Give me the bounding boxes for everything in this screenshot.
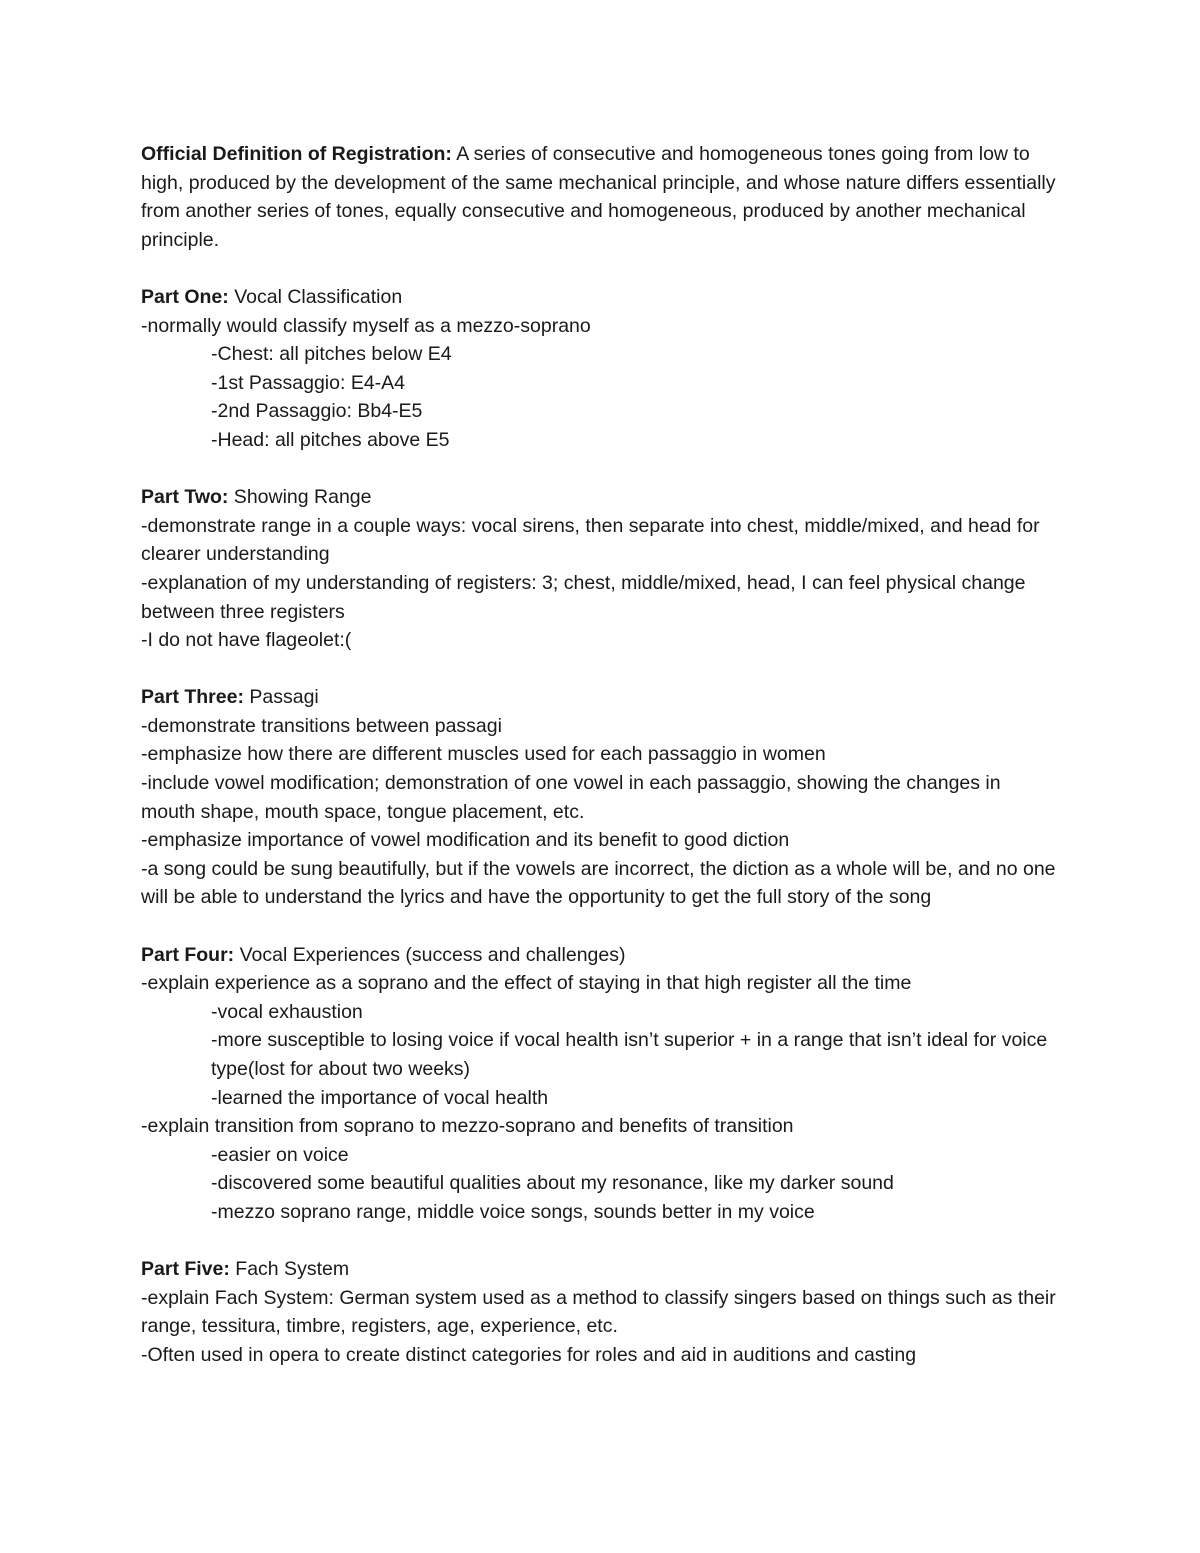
sub-bullet-item: -mezzo soprano range, middle voice songs, sounds better in my voice: [211, 1200, 815, 1223]
sub-bullet-item: -vocal exhaustion: [211, 1000, 363, 1023]
sections-container: [141, 254, 1056, 1369]
bullet-item: -include vowel modification; demonstration of one vowel in each passaggio, showing the changes in mouth shape, mouth space, tongue placement, etc.: [141, 772, 1001, 823]
section-label: Part One:: [141, 285, 229, 308]
section-title: Passagi: [243, 686, 319, 709]
bullet-item: -Often used in opera to create distinct categories for roles and aid in auditions and casting: [141, 1343, 917, 1366]
definition-paragraph: [141, 140, 1056, 254]
section-label: Part Five:: [141, 1258, 230, 1281]
section-title: Vocal Classification: [228, 285, 403, 308]
sub-bullet-item: -easier on voice: [211, 1143, 349, 1166]
definition-text: A series of consecutive and homogeneous tones going from low to high, produced by the development of the same mechanical principle, and whose nature differs essentially from another series of tones, equally consecutive and homogeneous, produced by another mechanical principle.: [141, 143, 1056, 251]
section-heading: [141, 683, 1056, 712]
sub-bullet-item: -learned the importance of vocal health: [211, 1086, 549, 1109]
section-heading: [141, 941, 1056, 970]
bullet-item: -explanation of my understanding of registers: 3; chest, middle/mixed, head, I can feel physical change between three registers: [141, 571, 1026, 623]
section-heading: [141, 483, 1056, 512]
document-page: [141, 140, 1056, 1370]
section-gap: [141, 254, 1056, 283]
bullet-item: -explain Fach System: German system used as a method to classify singers based on things such as their range, tessitura, timbre, registers, age, experience, etc.: [141, 1286, 1056, 1338]
section-label: Part Two:: [141, 486, 229, 509]
bullet-item: -normally would classify myself as a mezzo-soprano: [141, 314, 591, 337]
sub-bullet-item: -2nd Passaggio: Bb4-E5: [211, 400, 423, 423]
section-label: Part Three:: [141, 686, 244, 709]
bullet-item: -demonstrate range in a couple ways: vocal sirens, then separate into chest, middle/mixed, and head for clearer understanding: [141, 514, 1040, 566]
bullet-item: -emphasize importance of vowel modification and its benefit to good diction: [141, 829, 790, 852]
section-title: Vocal Experiences (success and challenges): [234, 943, 626, 966]
section-heading: [141, 283, 1056, 312]
section-gap: [141, 1227, 1056, 1256]
section-heading: [141, 1255, 1056, 1284]
sub-bullet-item: -Head: all pitches above E5: [211, 428, 450, 451]
definition-label: Official Definition of Registration:: [141, 143, 452, 165]
section-gap: [141, 912, 1056, 941]
sub-bullet-item: -more susceptible to losing voice if vocal health isn’t superior + in a range that isn’t ideal for voice type(lost for about two weeks): [211, 1029, 1048, 1080]
bullet-item: -demonstrate transitions between passagi: [141, 714, 502, 737]
sub-bullet-item: -Chest: all pitches below E4: [211, 343, 452, 366]
sub-bullet-item: -discovered some beautiful qualities about my resonance, like my darker sound: [211, 1172, 894, 1195]
bullet-item: -a song could be sung beautifully, but if the vowels are incorrect, the diction as a whole will be, and no one will be able to understand the lyrics and have the opportunity to get the full story of the song: [141, 857, 1056, 909]
bullet-item: -explain transition from soprano to mezzo-soprano and benefits of transition: [141, 1115, 794, 1138]
section-gap: [141, 455, 1056, 484]
section-title: Fach System: [229, 1258, 350, 1281]
bullet-item: -emphasize how there are different muscles used for each passaggio in women: [141, 743, 826, 766]
section-label: Part Four:: [141, 943, 235, 966]
bullet-item: -explain experience as a soprano and the effect of staying in that high register all the time: [141, 972, 912, 995]
section-title: Showing Range: [228, 486, 372, 509]
sub-bullet-item: -1st Passaggio: E4-A4: [211, 371, 406, 394]
section-gap: [141, 655, 1056, 684]
bullet-item: -I do not have flageolet:(: [141, 629, 352, 652]
